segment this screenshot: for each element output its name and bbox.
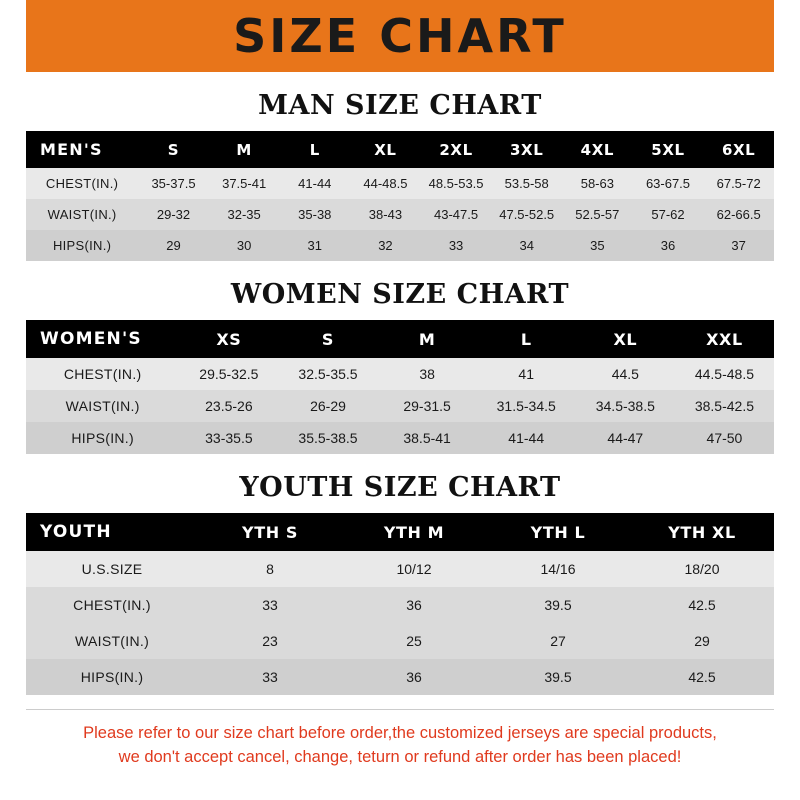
- table-cell: 31: [307, 238, 323, 253]
- row-label: HIPS(IN.): [80, 669, 144, 685]
- table-header-cell: WOMEN'S: [40, 329, 142, 349]
- row-label: WAIST(IN.): [65, 398, 140, 414]
- table-cell: 32: [378, 238, 393, 253]
- table-header-cell: 2XL: [439, 140, 473, 159]
- table-cell: 25: [406, 633, 422, 649]
- table-cell: 43-47.5: [434, 207, 479, 222]
- table-cell: 36: [660, 238, 676, 253]
- table-header-cell: 3XL: [510, 140, 544, 159]
- page-title: SIZE CHART: [233, 9, 567, 63]
- table-cell: 34.5-38.5: [595, 398, 655, 414]
- table-cell: 44.5-48.5: [694, 366, 755, 382]
- table-header-cell: XXL: [706, 329, 743, 349]
- table-cell: 42.5: [688, 669, 716, 685]
- table-header-row: [26, 513, 774, 551]
- row-label: CHEST(IN.): [63, 366, 142, 382]
- table-cell: 29-31.5: [403, 398, 451, 414]
- table-cell: 36: [406, 597, 422, 613]
- footer-note-line2: we don't accept cancel, change, teturn or refund after order has been placed!: [118, 747, 682, 766]
- table-header-cell: S: [321, 329, 335, 349]
- table-cell: 41: [518, 366, 534, 382]
- row-label: U.S.SIZE: [81, 561, 143, 577]
- women-size-table: [26, 320, 774, 454]
- table-header-row: [26, 320, 774, 358]
- table-cell: 37.5-41: [222, 176, 267, 191]
- row-label: CHEST(IN.): [45, 176, 119, 191]
- table-cell: 44.5: [611, 366, 639, 382]
- table-cell: 62-66.5: [716, 207, 761, 222]
- table-cell: 33-35.5: [205, 430, 253, 446]
- row-label: CHEST(IN.): [73, 597, 151, 613]
- table-row: [26, 551, 774, 587]
- table-cell: 48.5-53.5: [428, 176, 484, 191]
- footer-note: [26, 709, 774, 770]
- table-cell: 29: [166, 238, 181, 253]
- table-cell: 32.5-35.5: [298, 366, 358, 382]
- table-header-row: [26, 131, 774, 168]
- table-cell: 10/12: [396, 561, 432, 577]
- section-title-men: MAN SIZE CHART: [258, 90, 542, 121]
- table-cell: 34: [519, 238, 534, 253]
- table-cell: 27: [550, 633, 566, 649]
- table-header-cell: YTH S: [242, 522, 299, 542]
- row-label: HIPS(IN.): [52, 238, 112, 253]
- men-size-table: [26, 131, 774, 261]
- table-row: [26, 358, 774, 390]
- table-row: [26, 623, 774, 659]
- table-header-cell: YTH M: [383, 522, 445, 542]
- footer-note-line1: Please refer to our size chart before order,the customized jerseys are special products,: [83, 724, 717, 742]
- table-cell: 30: [236, 238, 252, 253]
- table-cell: 38.5-42.5: [694, 398, 755, 414]
- table-header-cell: 5XL: [651, 140, 685, 159]
- table-cell: 58-63: [580, 176, 614, 191]
- table-row: [26, 230, 774, 261]
- table-cell: 41-44: [508, 430, 545, 446]
- table-row: [26, 659, 774, 695]
- table-cell: 23.5-26: [205, 398, 253, 414]
- table-cell: 63-67.5: [645, 176, 691, 191]
- table-cell: 39.5: [544, 669, 572, 685]
- table-cell: 35-37.5: [151, 176, 196, 191]
- table-header-cell: YTH XL: [668, 522, 736, 542]
- table-cell: 26-29: [310, 398, 346, 414]
- table-header-cell: YTH L: [530, 522, 586, 542]
- chart-content: [0, 90, 800, 770]
- table-cell: 18/20: [684, 561, 720, 577]
- table-cell: 23: [262, 633, 278, 649]
- table-cell: 14/16: [540, 561, 576, 577]
- table-cell: 38: [419, 366, 435, 382]
- table-cell: 8: [266, 561, 274, 577]
- table-cell: 42.5: [688, 597, 716, 613]
- table-cell: 29-32: [156, 207, 191, 222]
- section-title-women: WOMEN SIZE CHART: [230, 279, 570, 310]
- table-cell: 33: [262, 597, 278, 613]
- table-header-cell: YOUTH: [40, 522, 112, 542]
- table-row: [26, 168, 774, 199]
- table-header-cell: M: [236, 140, 252, 159]
- table-cell: 33: [262, 669, 278, 685]
- table-header-cell: 6XL: [721, 140, 756, 159]
- table-header-cell: XS: [216, 329, 242, 349]
- table-cell: 38.5-41: [403, 430, 451, 446]
- table-cell: 35: [590, 238, 605, 253]
- header-banner: [0, 0, 800, 72]
- table-cell: 29: [694, 633, 710, 649]
- table-cell: 31.5-34.5: [496, 398, 556, 414]
- table-row: [26, 390, 774, 422]
- table-cell: 52.5-57: [575, 207, 620, 222]
- table-header-cell: 4XL: [580, 140, 615, 159]
- table-cell: 35-38: [298, 207, 332, 222]
- table-header-cell: MEN'S: [40, 140, 103, 159]
- table-header-cell: L: [520, 329, 532, 349]
- table-cell: 41-44: [298, 176, 332, 191]
- section-title-youth: YOUTH SIZE CHART: [239, 472, 561, 503]
- table-header-cell: L: [309, 140, 320, 159]
- table-cell: 35.5-38.5: [298, 430, 358, 446]
- table-cell: 47.5-52.5: [499, 207, 555, 222]
- table-cell: 37: [731, 238, 746, 253]
- table-cell: 33: [448, 238, 464, 253]
- table-cell: 29.5-32.5: [199, 366, 259, 382]
- table-cell: 53.5-58: [504, 176, 549, 191]
- table-row: [26, 422, 774, 454]
- row-label: WAIST(IN.): [75, 633, 150, 649]
- table-cell: 36: [406, 669, 422, 685]
- table-cell: 38-43: [368, 207, 403, 222]
- table-header-cell: M: [418, 329, 436, 349]
- table-cell: 57-62: [651, 207, 685, 222]
- table-row: [26, 199, 774, 230]
- table-cell: 32-35: [227, 207, 261, 222]
- table-cell: 67.5-72: [716, 176, 761, 191]
- table-header-cell: S: [167, 140, 180, 159]
- row-label: HIPS(IN.): [71, 430, 134, 446]
- row-label: WAIST(IN.): [47, 207, 117, 222]
- table-cell: 39.5: [544, 597, 572, 613]
- table-cell: 44-48.5: [363, 176, 408, 191]
- table-row: [26, 587, 774, 623]
- table-header-cell: XL: [374, 140, 397, 159]
- table-cell: 44-47: [607, 430, 644, 446]
- table-cell: 47-50: [706, 430, 743, 446]
- youth-size-table: [26, 513, 774, 695]
- table-header-cell: XL: [613, 329, 638, 349]
